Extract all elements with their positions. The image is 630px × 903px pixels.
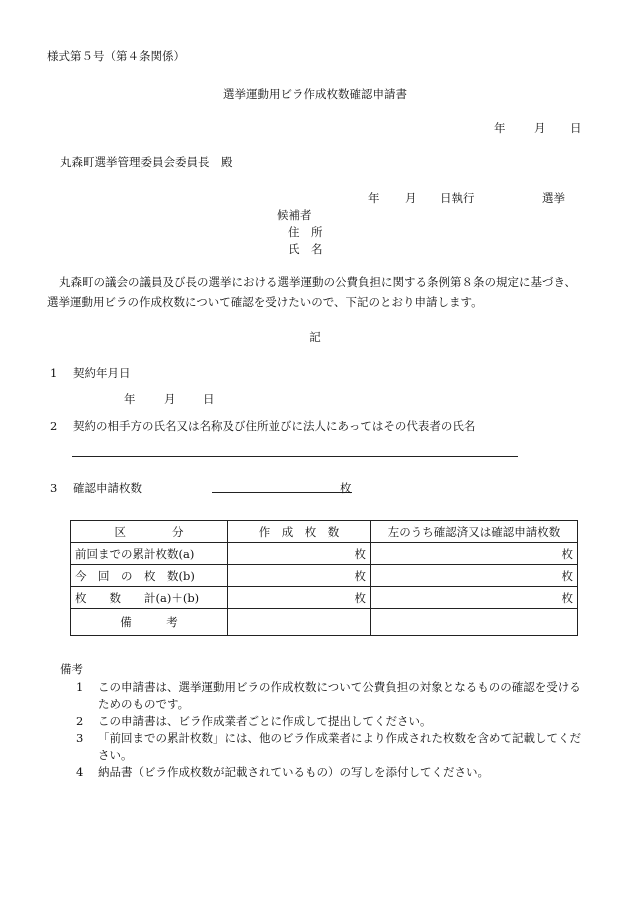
- notes-heading: 備考: [60, 662, 83, 676]
- item2-label: 契約の相手方の氏名又は名称及び住所並びに法人にあってはその代表者の氏名: [73, 419, 476, 433]
- row-label: 前回までの累計枚数(a): [71, 543, 228, 565]
- candidate-label: 候補者: [277, 208, 312, 222]
- item3-number: 3: [50, 481, 58, 495]
- header-created-count: 作 成 枚 数: [228, 521, 371, 543]
- item2-number: 2: [50, 419, 58, 433]
- requested-count-entry-line[interactable]: [212, 492, 352, 493]
- note-text: 「前回までの累計枚数」には、他のビラ作成業者により作成された枚数を含めて記載してください。: [98, 731, 581, 762]
- counterparty-entry-line[interactable]: [72, 456, 518, 457]
- item3-label: 確認申請枚数: [73, 481, 142, 495]
- item1-label: 契約年月日: [73, 366, 131, 380]
- election-year: 年: [368, 191, 380, 205]
- item1-year: 年: [124, 392, 136, 406]
- row-created-unit[interactable]: 枚: [228, 543, 371, 565]
- candidate-name-label: 氏 名: [288, 242, 323, 256]
- item1-month: 月: [164, 392, 176, 406]
- note-number: 1: [76, 680, 84, 694]
- date-year: 年: [494, 121, 506, 135]
- date-day: 日: [570, 121, 582, 135]
- header-category: 区 分: [71, 521, 228, 543]
- header-confirmed-count: 左のうち確認済又は確認申請枚数: [371, 521, 578, 543]
- row-created-unit[interactable]: 枚: [228, 565, 371, 587]
- election-day-exec: 日執行: [440, 191, 475, 205]
- note-text: この申請書は、選挙運動用ビラの作成枚数について公費負担の対象となるものの確認を受けるためのものです。: [98, 680, 581, 711]
- form-number: 様式第５号（第４条関係）: [47, 49, 185, 63]
- row-confirmed-unit[interactable]: 枚: [371, 565, 578, 587]
- row-created-unit[interactable]: 枚: [228, 587, 371, 609]
- row-label: 枚 数 計(a)＋(b): [71, 587, 228, 609]
- table-row: [71, 565, 578, 587]
- table-row: [71, 543, 578, 565]
- row-confirmed-unit[interactable]: 枚: [371, 543, 578, 565]
- remarks-cell[interactable]: [371, 609, 578, 636]
- addressee: 丸森町選挙管理委員会委員長 殿: [60, 155, 233, 169]
- body-text: 丸森町の議会の議員及び長の選挙における選挙運動の公費負担に関する条例第８条の規定に基づき、選挙運動用ビラの作成枚数について確認を受けたいので、下記のとおり申請します。: [47, 275, 577, 309]
- note-number: 3: [76, 731, 84, 745]
- ki-mark: 記: [309, 330, 321, 344]
- table-header-row: [71, 521, 578, 543]
- row-confirmed-unit[interactable]: 枚: [371, 587, 578, 609]
- table-row: [71, 587, 578, 609]
- row-label: 今 回 の 枚 数(b): [71, 565, 228, 587]
- date-month: 月: [534, 121, 546, 135]
- document-title: 選挙運動用ビラ作成枚数確認申請書: [223, 87, 407, 101]
- election-label: 選挙: [542, 191, 565, 205]
- note-number: 2: [76, 714, 84, 728]
- item3-unit: 枚: [340, 481, 352, 495]
- table-remarks-row: [71, 609, 578, 636]
- note-number: 4: [76, 765, 84, 779]
- remarks-label: 備 考: [71, 609, 228, 636]
- item1-day: 日: [203, 392, 215, 406]
- candidate-address-label: 住 所: [288, 225, 323, 239]
- item1-number: 1: [50, 366, 58, 380]
- note-text: 納品書（ビラ作成枚数が記載されているもの）の写しを添付してください。: [98, 765, 489, 779]
- election-month: 月: [405, 191, 417, 205]
- count-table: [70, 520, 578, 636]
- note-text: この申請書は、ビラ作成業者ごとに作成して提出してください。: [98, 714, 432, 728]
- remarks-cell[interactable]: [228, 609, 371, 636]
